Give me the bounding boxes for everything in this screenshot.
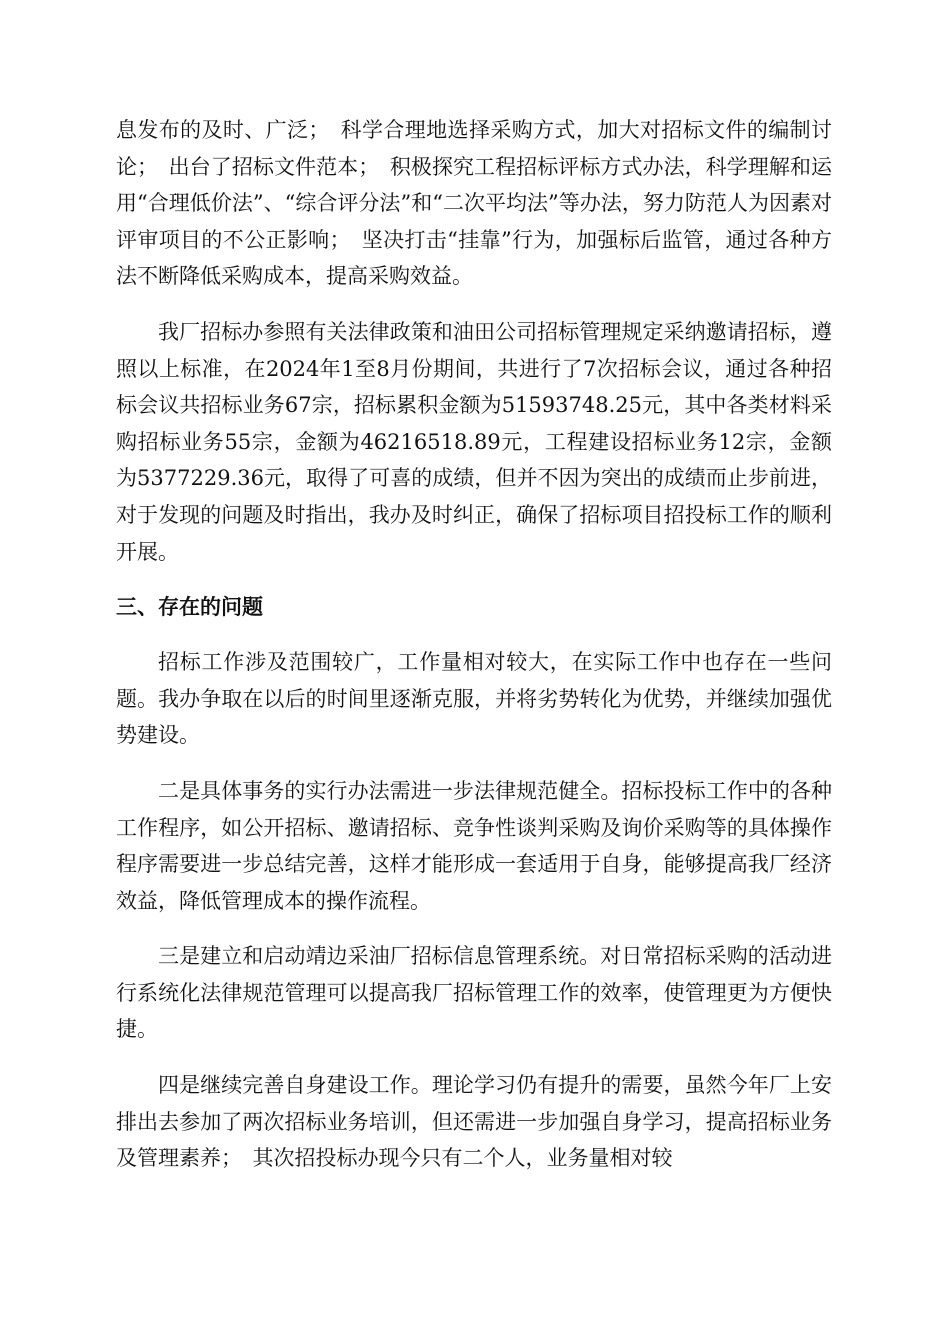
paragraph-gap (116, 919, 832, 938)
paragraph-gap (116, 754, 832, 773)
paragraph-problems-intro: 招标工作涉及范围较广，工作量相对较大，在实际工作中也存在一些问题。我办争取在以后的时间里逐渐克服，并将劣势转化为优势，并继续加强优势建设。 (116, 650, 832, 748)
paragraph-point-three: 三是建立和启动靖边采油厂招标信息管理系统。对日常招标采购的活动进行系统化法律规范管理可以提高我厂招标管理工作的效率，使管理更为方便快捷。 (116, 944, 832, 1042)
paragraph-statistics: 我厂招标办参照有关法律政策和油田公司招标管理规定采纳邀请招标，遵照以上标准，在2024年1至8月份期间，共进行了7次招标会议，通过各种招标会议共招标业务67宗，招标累积金额为51593748.25元，其中各类材料采购招标业务55宗，金额为46216518.89元，工程建设招标业务12宗，金额为5377229.36元，取得了可喜的成绩，但并不因为突出的成绩而止步前进，对于发现的问题及时指出，我办及时纠正，确保了招标项目招投标工作的顺利开展。 (116, 319, 832, 564)
paragraph-gap (116, 1048, 832, 1067)
paragraph-point-two: 二是具体事务的实行办法需进一步法律规范健全。招标投标工作中的各种工作程序，如公开招标、邀请招标、竞争性谈判采购及询价采购等的具体操作程序需要进一步总结完善，这样才能形成一套适用于自身，能够提高我厂经济效益，降低管理成本的操作流程。 (116, 778, 832, 913)
paragraph-gap (116, 570, 832, 589)
paragraph-gap (116, 295, 832, 314)
paragraph-continuation: 息发布的及时、广泛； 科学合理地选择采购方式，加大对招标文件的编制讨论； 出台了招标文件范本； 积极探究工程招标评标方式办法，科学理解和运用“合理低价法”、“综合评分法”和“二次平均法”等办法，努力防范人为因素对评审项目的不公正影响； 坚决打击“挂靠”行为，加强标后监管，通过各种方法不断降低采购成本，提高采购效益。 (116, 118, 832, 289)
document-page (116, 112, 832, 1177)
paragraph-gap (116, 625, 832, 644)
section-heading-problems: 三、存在的问题 (116, 595, 263, 620)
paragraph-point-four: 四是继续完善自身建设工作。理论学习仍有提升的需要，虽然今年厂上安排出去参加了两次招标业务培训，但还需进一步加强自身学习，提高招标业务及管理素养； 其次招投标办现今只有二个人，业务量相对较 (116, 1073, 832, 1171)
